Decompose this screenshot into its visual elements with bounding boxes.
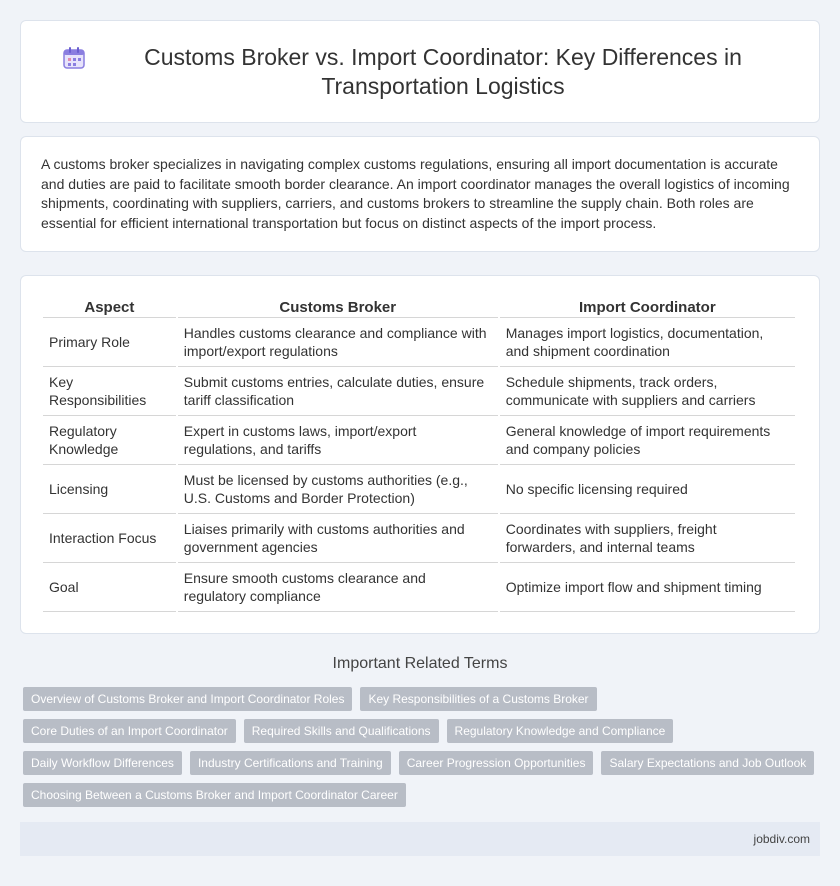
comparison-table — [41, 294, 797, 612]
related-term-tag[interactable]: Salary Expectations and Job Outlook — [601, 751, 814, 775]
cell-import-coordinator: Manages import logistics, documentation, and shipment coordination — [500, 318, 795, 367]
header-customs-broker: Customs Broker — [178, 294, 498, 318]
footer-site-link[interactable]: jobdiv.com — [753, 832, 810, 846]
cell-aspect: Regulatory Knowledge — [43, 416, 176, 465]
table-row — [43, 563, 795, 612]
cell-import-coordinator: General knowledge of import requirements and company policies — [500, 416, 795, 465]
cell-customs-broker: Expert in customs laws, import/export regulations, and tariffs — [178, 416, 498, 465]
cell-customs-broker: Submit customs entries, calculate duties, ensure tariff classification — [178, 367, 498, 416]
footer — [20, 822, 820, 856]
table-row — [43, 367, 795, 416]
header-card — [20, 20, 820, 123]
comparison-card — [20, 275, 820, 634]
related-term-tag[interactable]: Key Responsibilities of a Customs Broker — [360, 687, 596, 711]
table-row — [43, 416, 795, 465]
cell-aspect: Licensing — [43, 465, 176, 514]
cell-import-coordinator: No specific licensing required — [500, 465, 795, 514]
related-term-tag[interactable]: Daily Workflow Differences — [23, 751, 182, 775]
cell-customs-broker: Ensure smooth customs clearance and regulatory compliance — [178, 563, 498, 612]
header-aspect: Aspect — [43, 294, 176, 318]
cell-customs-broker: Liaises primarily with customs authorities and government agencies — [178, 514, 498, 563]
cell-aspect: Key Responsibilities — [43, 367, 176, 416]
related-term-tag[interactable]: Required Skills and Qualifications — [244, 719, 439, 743]
cell-import-coordinator: Optimize import flow and shipment timing — [500, 563, 795, 612]
cell-aspect: Primary Role — [43, 318, 176, 367]
cell-aspect: Interaction Focus — [43, 514, 176, 563]
cell-customs-broker: Must be licensed by customs authorities (e.g., U.S. Customs and Border Protection) — [178, 465, 498, 514]
related-terms-title: Important Related Terms — [332, 655, 508, 672]
related-term-tag[interactable]: Core Duties of an Import Coordinator — [23, 719, 236, 743]
related-term-tag[interactable]: Choosing Between a Customs Broker and Import Coordinator Career — [23, 783, 406, 807]
table-row — [43, 465, 795, 514]
table-row — [43, 514, 795, 563]
cell-aspect: Goal — [43, 563, 176, 612]
related-term-tag[interactable]: Regulatory Knowledge and Compliance — [447, 719, 674, 743]
intro-card — [20, 136, 820, 252]
table-row — [43, 318, 795, 367]
cell-import-coordinator: Schedule shipments, track orders, communicate with suppliers and carriers — [500, 367, 795, 416]
related-term-tag[interactable]: Industry Certifications and Training — [190, 751, 391, 775]
related-term-tag[interactable]: Career Progression Opportunities — [399, 751, 594, 775]
header-import-coordinator: Import Coordinator — [500, 294, 795, 318]
table-header-row — [43, 294, 795, 318]
related-term-tag[interactable]: Overview of Customs Broker and Import Coordinator Roles — [23, 687, 352, 711]
cell-customs-broker: Handles customs clearance and compliance with import/export regulations — [178, 318, 498, 367]
cell-import-coordinator: Coordinates with suppliers, freight forwarders, and internal teams — [500, 514, 795, 563]
calendar-icon — [61, 45, 87, 71]
intro-paragraph: A customs broker specializes in navigating complex customs regulations, ensuring all import documentation is accurate and duties are paid to facilitate smooth border clearance. An import coordinator manages the overall logistics of incoming shipments, coordinating with suppliers, carriers, and customs brokers to streamline the supply chain. Both roles are essential for efficient international transportation but focus on distinct aspects of the import process. — [41, 156, 790, 231]
page-title: Customs Broker vs. Import Coordinator: Key Differences in Transportation Logistics — [144, 43, 742, 99]
related-terms-list — [23, 687, 823, 815]
